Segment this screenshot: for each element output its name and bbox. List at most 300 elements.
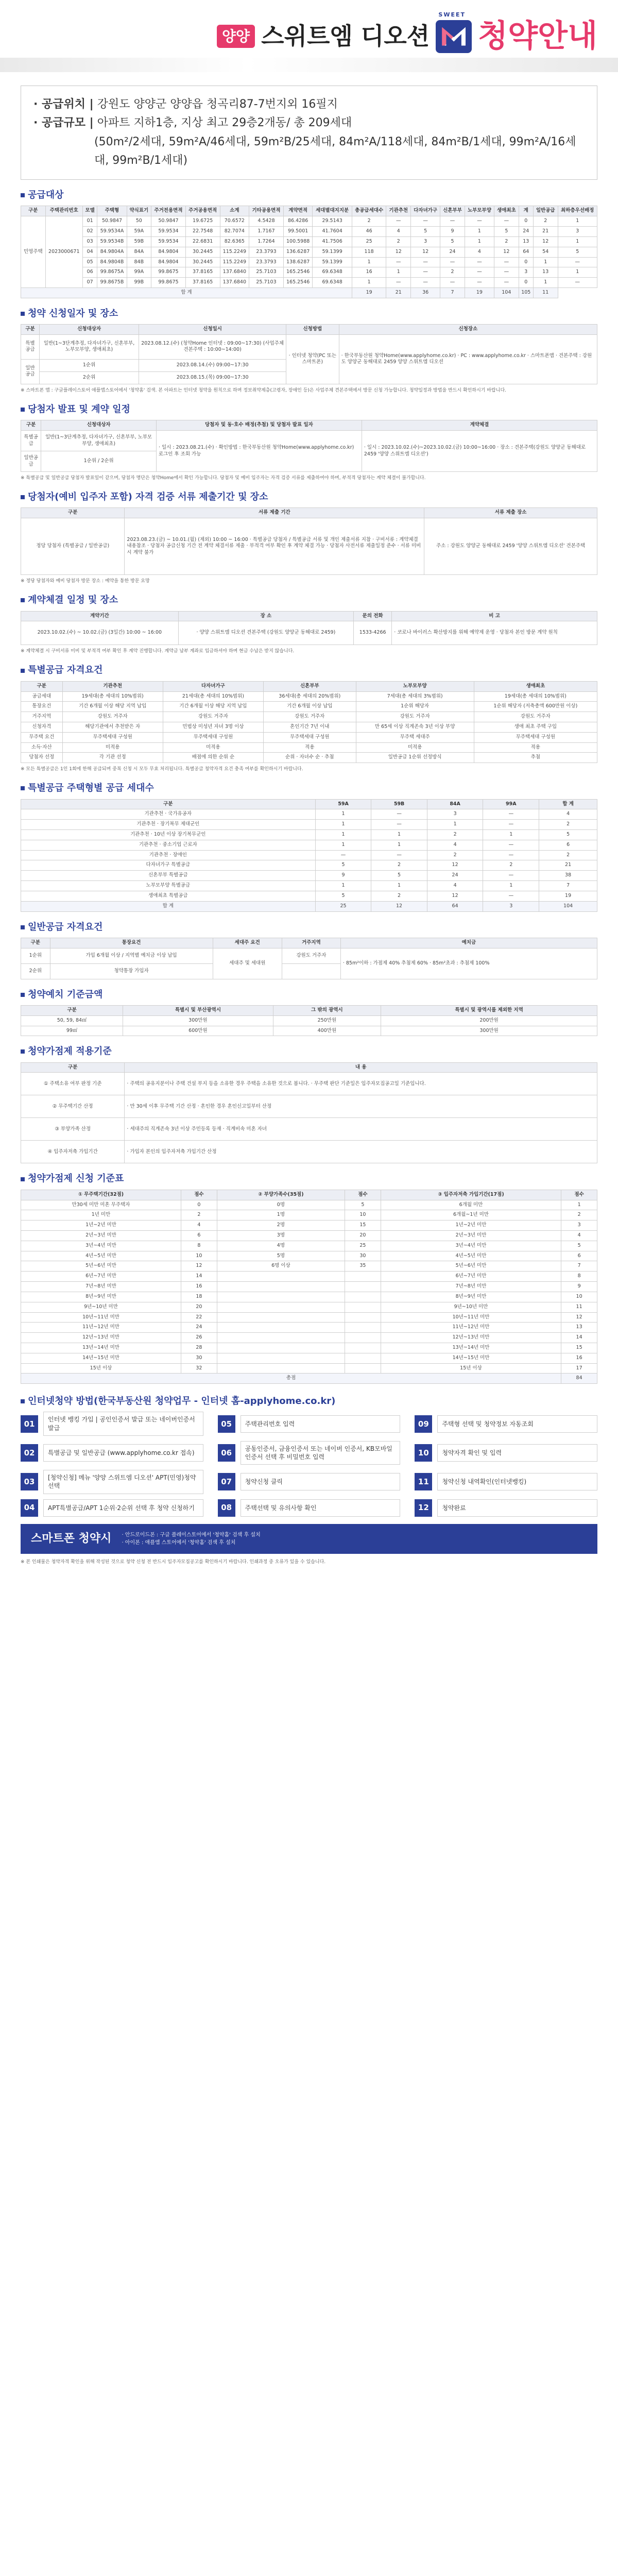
table-cell: 02: [82, 227, 97, 237]
note: ※ 모든 특별공급은 1인 1회에 한해 공급되며 중복 신청 시 모두 무효 처리됩니다. 특별공급 청약자격 요건 충족 여부를 확인하시기 바랍니다.: [21, 767, 303, 772]
table-cell: 18: [181, 1292, 217, 1302]
table-cell: 50.9847: [151, 216, 186, 227]
table-cell: 25.7103: [249, 267, 284, 278]
table-cell: 1: [315, 820, 371, 830]
table-row: [21, 742, 597, 753]
table-cell: 21: [386, 287, 411, 298]
table-header: 총공급세대수: [352, 206, 386, 216]
header: [0, 0, 618, 72]
table-cell: 300만원: [381, 1026, 597, 1036]
table-cell: 1533-4266: [354, 621, 392, 645]
table-cell: 1: [315, 840, 371, 850]
table-cell: 22.6831: [185, 236, 220, 247]
table-row: [21, 1251, 597, 1261]
table-row: [21, 871, 597, 881]
table-header: 59B: [371, 799, 427, 809]
section-score-apply: [21, 1045, 597, 1163]
table-row: [21, 1241, 597, 1251]
table-cell: 15: [561, 1343, 597, 1353]
table-cell: 14: [181, 1272, 217, 1282]
table-cell: 무주택세대 구성원: [62, 732, 163, 742]
table-cell: 4: [427, 840, 483, 850]
table-row: [21, 1141, 597, 1163]
table-cell: 115.2249: [220, 257, 249, 267]
step-label: [청약신청] 메뉴 '양양 스위트엠 디오션' APT(민영)청약 선택: [43, 1470, 203, 1494]
table-header: 세대별대지지분: [313, 206, 352, 216]
table-cell: 19.6725: [185, 216, 220, 227]
section-title: 공급대상: [28, 190, 64, 201]
table-cell: 24: [427, 871, 483, 881]
step-number: 02: [21, 1444, 38, 1462]
step-label: 주택선택 및 유의사항 확인: [241, 1499, 401, 1517]
table-header: 신혼부부: [440, 206, 465, 216]
table-cell: 9년~10년 미만: [381, 1302, 561, 1312]
table-cell: 4.5428: [249, 216, 284, 227]
bullet-icon: [21, 669, 25, 673]
table-cell: 15: [345, 1221, 381, 1231]
table-cell: 기간 6개월 이상 해당 지역 납입: [62, 702, 163, 712]
table-cell: 추첨: [474, 753, 597, 763]
table-cell: 4: [465, 247, 494, 257]
table-cell: 99.8675: [151, 278, 186, 288]
bullet-icon: [21, 598, 25, 602]
table-row: [21, 1343, 597, 1353]
table-cell: 8: [181, 1241, 217, 1251]
table-cell: 기간 6개월 이상 납입: [264, 702, 356, 712]
section-score-table: [21, 1173, 597, 1384]
contract-table: [21, 611, 597, 646]
table-cell: —: [371, 809, 427, 820]
table-cell: 만30세 미만 미혼 무주택자: [21, 1200, 181, 1210]
table-cell: 다자녀가구 특별공급: [21, 860, 316, 871]
table-cell: 2023.08.12.(수) (청약Home 인터넷 : 09:00~17:30) (사업주체 견본주택 : 10:00~14:00): [139, 334, 286, 359]
table-total-row: [21, 1374, 597, 1384]
table-cell: 23.3793: [249, 257, 284, 267]
table-cell: 2: [181, 1210, 217, 1221]
section-doc-submit: [21, 491, 597, 585]
table-cell: 20: [345, 1231, 381, 1241]
table-cell: 12: [494, 247, 519, 257]
table-cell: 2: [371, 860, 427, 871]
table-cell: 무주택세대 구성원: [163, 732, 263, 742]
apply-schedule-table: [21, 324, 597, 384]
table-cell: 59.9534A: [97, 227, 127, 237]
table-cell: 3: [519, 267, 533, 278]
table-cell: 1: [558, 236, 597, 247]
winner-table: [21, 420, 597, 472]
banner-title: 스마트폰 청약시: [31, 1532, 112, 1545]
table-cell: 4년~5년 미만: [21, 1251, 181, 1261]
table-cell: 노부모부양 특별공급: [21, 881, 316, 891]
table-cell: 12: [386, 247, 411, 257]
location-label: · 공급위치 |: [33, 98, 94, 111]
table-cell: 일반공급: [21, 451, 41, 472]
table-cell: 정당 당첨자 (특별공급 / 일반공급): [21, 518, 125, 575]
table-cell: 12: [371, 901, 427, 911]
table-cell: 6: [539, 840, 597, 850]
table-cell: 12: [561, 1312, 597, 1323]
table-header: 구분: [21, 681, 63, 691]
table-header: ① 무주택기간(32점): [21, 1190, 181, 1200]
table-row: [21, 1333, 597, 1343]
table-row: [21, 1026, 597, 1036]
table-header: 계약면적: [283, 206, 313, 216]
table-cell: 일반공급 1순위 선정방식: [356, 753, 474, 763]
table-cell: 25: [352, 236, 386, 247]
table-cell: —: [411, 267, 440, 278]
table-cell: 165.2546: [283, 278, 313, 288]
banner-item: · 아이폰 : 애플앱 스토어에서 '청약홈' 검색 후 설치: [122, 1539, 236, 1546]
table-cell: ④ 입주자저축 가입기간: [21, 1141, 125, 1163]
table-header: 기타공용면적: [249, 206, 284, 216]
table-cell: 2명: [217, 1221, 345, 1231]
table-cell: —: [411, 257, 440, 267]
table-cell: 99.5001: [283, 227, 313, 237]
table-cell: [345, 1353, 381, 1363]
table-header: ③ 입주자저축 가입기간(17점): [381, 1190, 561, 1200]
table-cell: 30: [345, 1251, 381, 1261]
table-cell: 특별공급: [21, 431, 41, 451]
table-row: [21, 820, 597, 830]
table-row: [21, 840, 597, 850]
table-cell: 30.2445: [185, 247, 220, 257]
table-cell: 생애 최초 주택 구입: [474, 722, 597, 732]
table-cell: 28: [181, 1343, 217, 1353]
table-cell: —: [494, 278, 519, 288]
table-cell: 30: [181, 1353, 217, 1363]
table-cell: 6: [561, 1251, 597, 1261]
table-cell: —: [386, 257, 411, 267]
table-row: [21, 1302, 597, 1312]
table-cell: 일반(1~3단계추정, 다자녀가구, 신혼부부, 노부모부양, 생애최초): [39, 334, 139, 359]
step-number: 06: [218, 1444, 235, 1462]
table-cell: 2년~3년 미만: [21, 1231, 181, 1241]
table-cell: 0: [519, 257, 533, 267]
table-cell: 21세대(총 세대의 10%범위): [163, 691, 263, 702]
table-cell: 무주택 요건: [21, 732, 63, 742]
table-cell: 35: [345, 1261, 381, 1272]
table-cell: 청약통장 가입자: [50, 963, 213, 979]
table-cell: —: [465, 257, 494, 267]
bullet-icon: [21, 925, 25, 929]
table-cell: 137.6840: [220, 267, 249, 278]
table-cell: 84A: [127, 247, 151, 257]
table-header: 점수: [561, 1190, 597, 1200]
table-cell: 59.9534: [151, 236, 186, 247]
table-cell: 0: [181, 1200, 217, 1210]
bullet-icon: [21, 1177, 25, 1181]
table-header: 노부모부양: [465, 206, 494, 216]
table-cell: 1순위: [21, 948, 50, 963]
table-cell: 1: [533, 278, 558, 288]
table-cell: 1.7264: [249, 236, 284, 247]
table-header: 구분: [21, 325, 40, 335]
table-cell: 99.8675B: [97, 278, 127, 288]
step-label: 주택형 선택 및 청약정보 자동조회: [437, 1415, 597, 1433]
table-cell: 4: [427, 881, 483, 891]
table-cell: 2: [483, 860, 539, 871]
special-req-table: [21, 681, 597, 764]
table-cell: 19: [539, 891, 597, 901]
table-cell: [217, 1343, 345, 1353]
table-header: 세대주 요건: [213, 938, 282, 948]
note: ※ 계약체결 시 구비서류 미비 및 부적격 여부 확인 후 계약 진행합니다. 계약금 납부 계좌로 입금하셔야 하며 현금 수납은 받지 않습니다.: [21, 649, 295, 654]
table-cell: 특별공급: [21, 334, 40, 359]
table-cell: 1: [465, 227, 494, 237]
table-cell: —: [483, 820, 539, 830]
table-cell: 2: [427, 830, 483, 840]
score-table: [21, 1190, 597, 1384]
table-cell: 1순위 / 2순위: [41, 451, 157, 472]
table-cell: —: [440, 278, 465, 288]
table-row: [21, 518, 597, 575]
table-cell: 59.1399: [313, 247, 352, 257]
table-cell: 2023.10.02.(수) ~ 10.02.(금) (3일간) 10:00 ~ 16:00: [21, 621, 179, 645]
table-cell: · 일시 : 2023.10.02.(수)~2023.10.02.(금) 10:00~16:00 · 장소 : 견본주택(강원도 양양군 동해대로 2459 '양양 스위트엠 디오션'): [362, 431, 597, 472]
table-row: [21, 621, 597, 645]
table-cell: 1순위: [39, 359, 139, 371]
table-cell: 12년~13년 미만: [21, 1333, 181, 1343]
table-header: 신청일시: [139, 325, 286, 335]
step-item: [21, 1499, 203, 1517]
table-cell: —: [465, 278, 494, 288]
table-header: 신청방법: [286, 325, 339, 335]
table-header: 모델: [82, 206, 97, 216]
table-header: 그 밖의 광역시: [273, 1005, 381, 1015]
section-online-apply: [21, 1395, 597, 1516]
table-cell: 강원도 거주자: [474, 712, 597, 722]
table-cell: [282, 963, 341, 979]
section-title: 특별공급 자격요건: [28, 665, 103, 676]
table-cell: 115.2249: [220, 247, 249, 257]
table-cell: 50.9847: [97, 216, 127, 227]
table-row: [21, 1200, 597, 1210]
table-cell: 99A: [127, 267, 151, 278]
table-cell: 일반(1~3단계추정, 다자녀가구, 신혼부부, 노부모부양, 생애최초): [41, 431, 157, 451]
table-header: 합 계: [539, 799, 597, 809]
table-header: 구분: [21, 799, 316, 809]
step-number: 10: [415, 1444, 432, 1462]
table-cell: [217, 1333, 345, 1343]
table-cell: 기관추천 · 중소기업 근로자: [21, 840, 316, 850]
brand-name: 스위트엠 디오션: [261, 22, 430, 50]
table-cell: —: [483, 840, 539, 850]
table-cell: 합 계: [21, 287, 352, 298]
table-header: 서류 제출 기간: [125, 508, 424, 518]
table-cell: 2: [561, 1210, 597, 1221]
table-cell: [217, 1312, 345, 1323]
table-cell: 11: [561, 1302, 597, 1312]
table-cell: 24: [440, 247, 465, 257]
table-cell: 1: [371, 881, 427, 891]
table-cell: 적용: [474, 742, 597, 753]
table-cell: —: [386, 216, 411, 227]
bullet-icon: [21, 312, 25, 316]
bullet-icon: [21, 1049, 25, 1054]
table-cell: —: [483, 891, 539, 901]
table-cell: [217, 1272, 345, 1282]
table-cell: [217, 1353, 345, 1363]
table-cell: 64: [519, 247, 533, 257]
table-header: 노부모부양: [356, 681, 474, 691]
table-header: 점수: [345, 1190, 381, 1200]
table-cell: 38: [539, 871, 597, 881]
bullet-icon: [21, 993, 25, 997]
table-cell: 400만원: [273, 1026, 381, 1036]
table-row: [21, 753, 597, 763]
step-item: [218, 1412, 401, 1435]
table-cell: 5: [539, 830, 597, 840]
table-cell: —: [315, 850, 371, 860]
table-cell: 13: [533, 267, 558, 278]
table-header: 신청대상자: [41, 420, 157, 431]
table-cell: 24: [519, 227, 533, 237]
table-cell: 84B: [127, 257, 151, 267]
table-header: 다자녀가구: [163, 681, 263, 691]
step-number: 08: [218, 1499, 235, 1517]
table-cell: · 일시 : 2023.08.21.(수) · 확인방법 : 한국부동산원 청약Home(www.applyhome.co.kr) 로그인 후 조회 가능: [156, 431, 362, 472]
step-item: [415, 1412, 597, 1435]
table-cell: —: [440, 216, 465, 227]
table-cell: —: [558, 278, 597, 288]
table-header: 주거공용면적: [185, 206, 220, 216]
table-row: [21, 1323, 597, 1333]
table-cell: ① 주택소유 여부 판정 기준: [21, 1073, 125, 1095]
table-row: [21, 850, 597, 860]
section-contract: [21, 594, 597, 655]
table-cell: 19: [465, 287, 494, 298]
table-cell: 2: [494, 236, 519, 247]
step-label: 인터넷 뱅킹 가입 | 공인인증서 발급 또는 네이버인증서 발급: [43, 1412, 203, 1435]
table-cell: 미적용: [356, 742, 474, 753]
table-cell: [217, 1282, 345, 1292]
table-cell: 6년~7년 미만: [21, 1272, 181, 1282]
table-cell: 04: [82, 247, 97, 257]
step-label: 공동인증서, 금융인증서 또는 네이버 인증서, KB모바일 인증서 선택 후 비밀번호 입력: [241, 1441, 401, 1465]
table-cell: —: [411, 278, 440, 288]
table-cell: 54: [533, 247, 558, 257]
table-cell: 기관추천 · 장기복무 제대군인: [21, 820, 316, 830]
table-cell: 3: [483, 901, 539, 911]
table-cell: 11년~12년 미만: [381, 1323, 561, 1333]
table-cell: 1: [427, 820, 483, 830]
table-header: 구분: [21, 420, 41, 431]
table-cell: [217, 1363, 345, 1374]
table-cell: 84: [561, 1374, 597, 1384]
table-cell: 해당기관에서 추천받은 자: [62, 722, 163, 732]
table-cell: 2: [539, 850, 597, 860]
table-cell: · 세대주의 직계존속 3년 이상 주민등록 등재 · 직계비속 미혼 자녀: [125, 1118, 597, 1141]
table-cell: 6: [181, 1231, 217, 1241]
table-cell: 기간 6개월 이상 해당 지역 납입: [163, 702, 263, 712]
table-cell: 1: [558, 216, 597, 227]
table-row: [21, 702, 597, 712]
table-cell: 9: [315, 871, 371, 881]
table-cell: 순위 · 자녀수 순 · 추첨: [264, 753, 356, 763]
table-cell: 민영주택: [21, 216, 46, 288]
table-cell: 배점에 의한 순위 순: [163, 753, 263, 763]
section-title: 청약예치 기준금액: [28, 989, 103, 1000]
table-cell: [217, 1302, 345, 1312]
table-cell: 1: [533, 257, 558, 267]
table-header: 서류 제출 장소: [424, 508, 597, 518]
bullet-icon: [21, 786, 25, 790]
table-cell: 2년~3년 미만: [381, 1231, 561, 1241]
table-cell: 25: [315, 901, 371, 911]
table-cell: 25.7103: [249, 278, 284, 288]
table-cell: 7: [440, 287, 465, 298]
table-cell: 5: [561, 1241, 597, 1251]
table-cell: 1: [352, 257, 386, 267]
table-cell: 기관추천 · 장애인: [21, 850, 316, 860]
table-cell: 2: [371, 891, 427, 901]
score-apply-table: [21, 1062, 597, 1164]
table-cell: 적용: [264, 742, 356, 753]
table-row: [21, 334, 597, 359]
table-cell: 15년 이상: [21, 1363, 181, 1374]
table-cell: 59.9534: [151, 227, 186, 237]
step-item: [415, 1499, 597, 1517]
table-cell: 22: [181, 1312, 217, 1323]
table-cell: 14: [561, 1333, 597, 1343]
table-header: 비 고: [392, 611, 597, 621]
table-cell: 16: [352, 267, 386, 278]
table-cell: 13: [561, 1323, 597, 1333]
section-title: 일반공급 자격요건: [28, 921, 103, 933]
table-row: [21, 1073, 597, 1095]
table-cell: 혼인기간 7년 이내: [264, 722, 356, 732]
table-cell: 5: [315, 891, 371, 901]
table-cell: 82.6365: [220, 236, 249, 247]
step-item: [21, 1441, 203, 1465]
section-title: 계약체결 일정 및 장소: [28, 595, 118, 606]
table-cell: 64: [427, 901, 483, 911]
table-cell: —: [386, 278, 411, 288]
table-row: [21, 691, 597, 702]
table-cell: —: [465, 267, 494, 278]
page-title: 청약안내: [478, 18, 597, 54]
step-item: [21, 1470, 203, 1494]
table-cell: 2: [386, 236, 411, 247]
table-cell: 26: [181, 1333, 217, 1343]
bullet-icon: [21, 193, 25, 197]
table-cell: 01: [82, 216, 97, 227]
table-cell: 138.6287: [283, 257, 313, 267]
table-cell: 주소 : 강원도 양양군 동해대로 2459 '양양 스위트엠 디오션' 견본주택: [424, 518, 597, 575]
table-total-row: [21, 901, 597, 911]
table-cell: 미적용: [163, 742, 263, 753]
table-cell: 5: [440, 236, 465, 247]
table-cell: 300만원: [123, 1015, 273, 1026]
table-header: 기관추천: [386, 206, 411, 216]
table-cell: —: [371, 850, 427, 860]
table-cell: 1명: [217, 1210, 345, 1221]
table-cell: 46: [352, 227, 386, 237]
table-cell: 10년~11년 미만: [381, 1312, 561, 1323]
table-cell: 7년~8년 미만: [381, 1282, 561, 1292]
doc-table: [21, 507, 597, 575]
bullet-icon: [21, 408, 25, 412]
table-header: 최하층우선배정: [558, 206, 597, 216]
table-cell: —: [483, 871, 539, 881]
table-row: [21, 1210, 597, 1221]
table-row: [21, 809, 597, 820]
table-row: [21, 1272, 597, 1282]
table-cell: 2023000671: [45, 216, 82, 288]
table-cell: 만 65세 이상 직계존속 3년 이상 부양: [356, 722, 474, 732]
table-cell: 5: [345, 1200, 381, 1210]
table-cell: 104: [539, 901, 597, 911]
